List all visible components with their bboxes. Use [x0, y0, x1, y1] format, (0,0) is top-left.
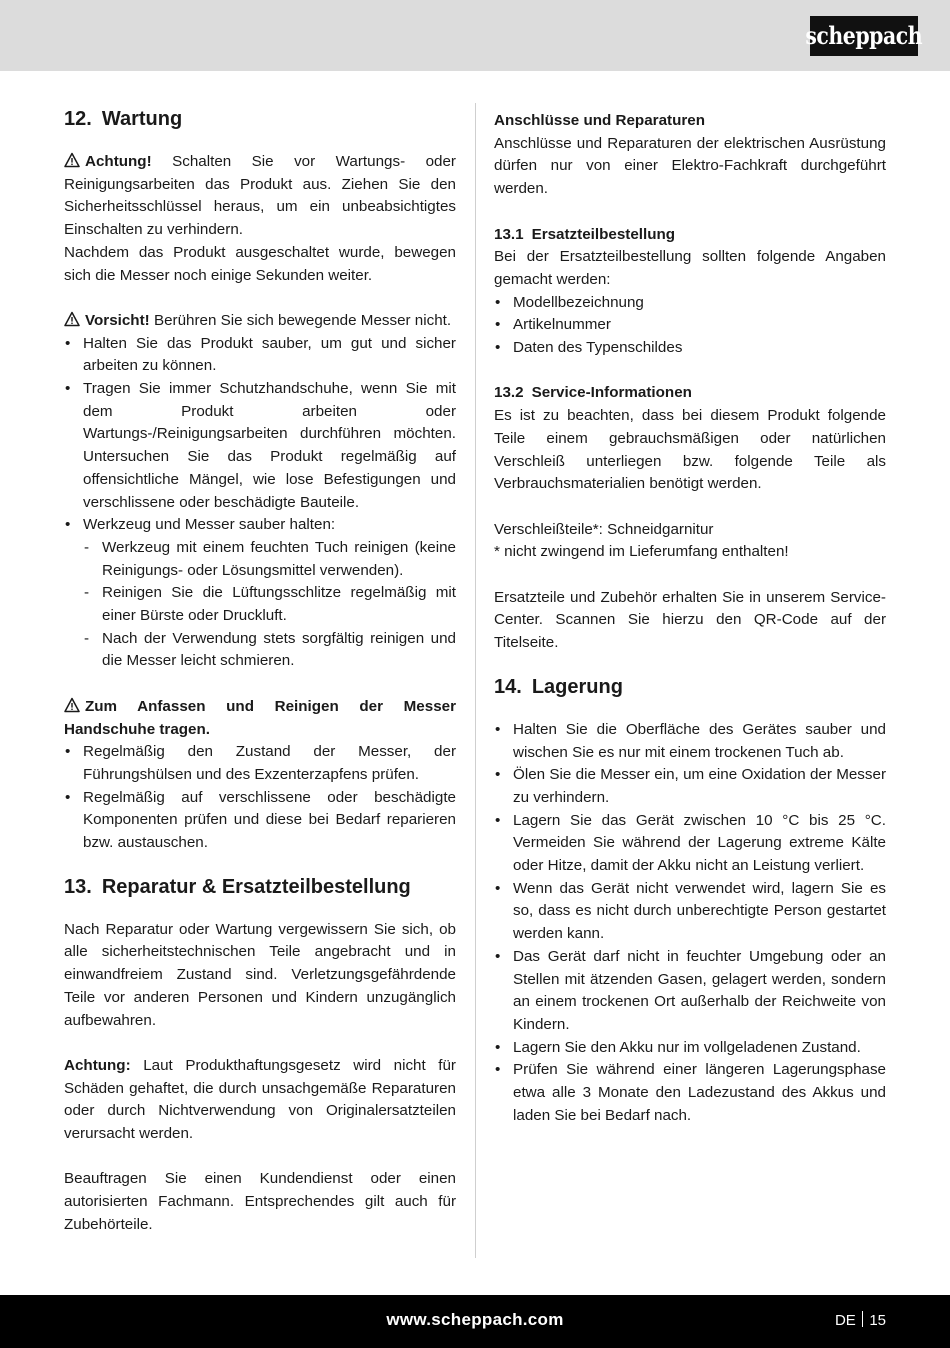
list-item: • Das Gerät darf nicht in feuchter Umgebung oder an Stellen mit ätzenden Gasen, gelagert werden, sondern an einem trockenen Ort außerhalb der Reichweite von Kindern.: [494, 946, 886, 1037]
website-link[interactable]: www.scheppach.com: [386, 1310, 564, 1329]
paragraph: Ersatzteile und Zubehör erhalten Sie in unserem Service-Center. Scannen Sie hierzu den QR-Code auf der Titelseite.: [494, 588, 886, 652]
warning-triangle-icon: [64, 311, 80, 327]
list-item: • Wenn das Gerät nicht verwendet wird, lagern Sie es so, dass es nicht durch unberechtigte Person gestartet werden kann.: [494, 878, 886, 946]
left-column: [64, 105, 456, 1237]
list-item: • Prüfen Sie während einer längeren Lagerungsphase etwa alle 3 Monate den Ladezustand des Akkus und laden Sie bei Bedarf nach.: [494, 1059, 886, 1127]
cleaning-sublist: [64, 537, 456, 673]
warning-triangle-icon: [64, 697, 80, 713]
list-item: - Werkzeug mit einem feuchten Tuch reinigen (keine Reinigungs- oder Lösungsmittel verwenden).: [64, 537, 456, 582]
list-item: • Modellbezeichnung: [494, 292, 886, 315]
storage-list: [494, 719, 886, 1128]
page-indicator: [835, 1310, 886, 1333]
paragraph: Es ist zu beachten, dass bei diesem Produkt folgende Teile einem gebrauchsmäßigen oder natürlichen Verschleiß unterliegen bzw. folgende Teile als Verbrauchsmaterialien benötigt werden.: [494, 407, 886, 493]
footer-bar: [0, 1295, 950, 1348]
section-14-heading: 14. Lagerung: [494, 675, 623, 698]
connections-heading: Anschlüsse und Reparaturen: [494, 112, 705, 129]
section-13-2-heading: 13.2 Service-Informationen: [494, 384, 692, 402]
list-item: • Tragen Sie immer Schutzhandschuhe, wenn Sie mit dem Produkt arbeiten oder Wartungs-/Reinigungsarbeiten durchführen möchten. Untersuchen Sie das Produkt regelmäßig auf offensichtliche Mängel, wie lose Befestigungen und verschlissene oder beschädigte Bauteile.: [64, 378, 456, 514]
paragraph: Anschlüsse und Reparaturen der elektrischen Ausrüstung dürfen nur von einer Elektro-Fachkraft durchgeführt werden.: [494, 134, 886, 198]
list-item: • Artikelnummer: [494, 314, 886, 337]
column-divider: [475, 103, 476, 1258]
scheppach-logo: scheppach: [810, 16, 918, 56]
list-item: • Lagern Sie das Gerät zwischen 10 °C bis 25 °C. Vermeiden Sie während der Lagerung extreme Kälte oder Hitze, damit der Akku nicht an Leistung verliert.: [494, 810, 886, 878]
paragraph: Beauftragen Sie einen Kundendienst oder einen autorisierten Fachmann. Entsprechendes gilt auch für Zubehörteile.: [64, 1170, 456, 1233]
warning-handschuhe: Zum Anfassen und Reinigen der Messer Handschuhe tragen.: [64, 697, 456, 738]
list-item: • Lagern Sie den Akku nur im vollgeladenen Zustand.: [494, 1037, 886, 1060]
list-item: - Nach der Verwendung stets sorgfältig reinigen und die Messer leicht schmieren.: [64, 628, 456, 673]
list-item: • Halten Sie das Produkt sauber, um gut und sicher arbeiten zu können.: [64, 333, 456, 378]
list-item: • Daten des Typenschildes: [494, 337, 886, 360]
paragraph: Bei der Ersatzteilbestellung sollten folgende Angaben gemacht werden:: [494, 248, 886, 288]
inspection-list: [64, 741, 456, 855]
maintenance-list: [64, 333, 456, 537]
warning-triangle-icon: [64, 152, 80, 168]
list-item: • Ölen Sie die Messer ein, um eine Oxidation der Messer zu verhindern.: [494, 764, 886, 809]
wear-parts: Verschleißteile*: Schneidgarnitur: [494, 520, 714, 538]
section-13-heading: 13. Reparatur & Ersatzteilbestellung: [64, 875, 411, 898]
warning-text-2: Nachdem das Produkt ausgeschaltet wurde, bewegen sich die Messer noch einige Sekunden weiter.: [64, 243, 456, 284]
section-12-heading: 12. Wartung: [64, 108, 183, 130]
list-item: • Werkzeug und Messer sauber halten:: [64, 514, 456, 537]
language-code: DE: [834, 1312, 856, 1329]
warning-liability: Achtung: Laut Produkthaftungsgesetz wird nicht für Schäden gehaftet, die durch unsachgemäße Reparaturen oder durch Nichtverwendung von Originalersatzteilen verursacht werden.: [64, 1056, 456, 1143]
header-bar: [0, 0, 950, 71]
list-item: • Regelmäßig den Zustand der Messer, der Führungshülsen und des Exzenterzapfens prüfen.: [64, 741, 456, 786]
list-item: • Regelmäßig auf verschlissene oder beschädigte Komponenten prüfen und diese bei Bedarf reparieren bzw. austauschen.: [64, 787, 456, 855]
wear-note: * nicht zwingend im Lieferumfang enthalten!: [494, 543, 789, 561]
page-number: 15: [869, 1312, 886, 1329]
order-info-list: [494, 292, 886, 360]
list-item: • Halten Sie die Oberfläche des Gerätes sauber und wischen Sie es nur mit einem trockenen Tuch ab.: [494, 719, 886, 764]
right-column: [494, 110, 886, 1127]
warning-achtung: Achtung! Schalten Sie vor Wartungs- oder Reinigungsarbeiten das Produkt aus. Ziehen Sie den Sicherheitsschlüssel heraus, um ein unbeabsichtigtes Einschalten zu verhindern.: [64, 153, 456, 239]
list-item: - Reinigen Sie die Lüftungsschlitze regelmäßig mit einer Bürste oder Druckluft.: [64, 582, 456, 627]
warning-vorsicht: Vorsicht! Berühren Sie sich bewegende Messer nicht.: [64, 310, 456, 333]
paragraph: Nach Reparatur oder Wartung vergewissern Sie sich, ob alle sicherheitstechnischen Teile angebracht und in einwandfreiem Zustand sind. Verletzungsgefährdende Teile vor anderen Personen und Kindern unzugänglich aufbewahren.: [64, 920, 456, 1029]
section-13-1-heading: 13.1 Ersatzteilbestellung: [494, 225, 676, 243]
separator: [862, 1311, 864, 1327]
